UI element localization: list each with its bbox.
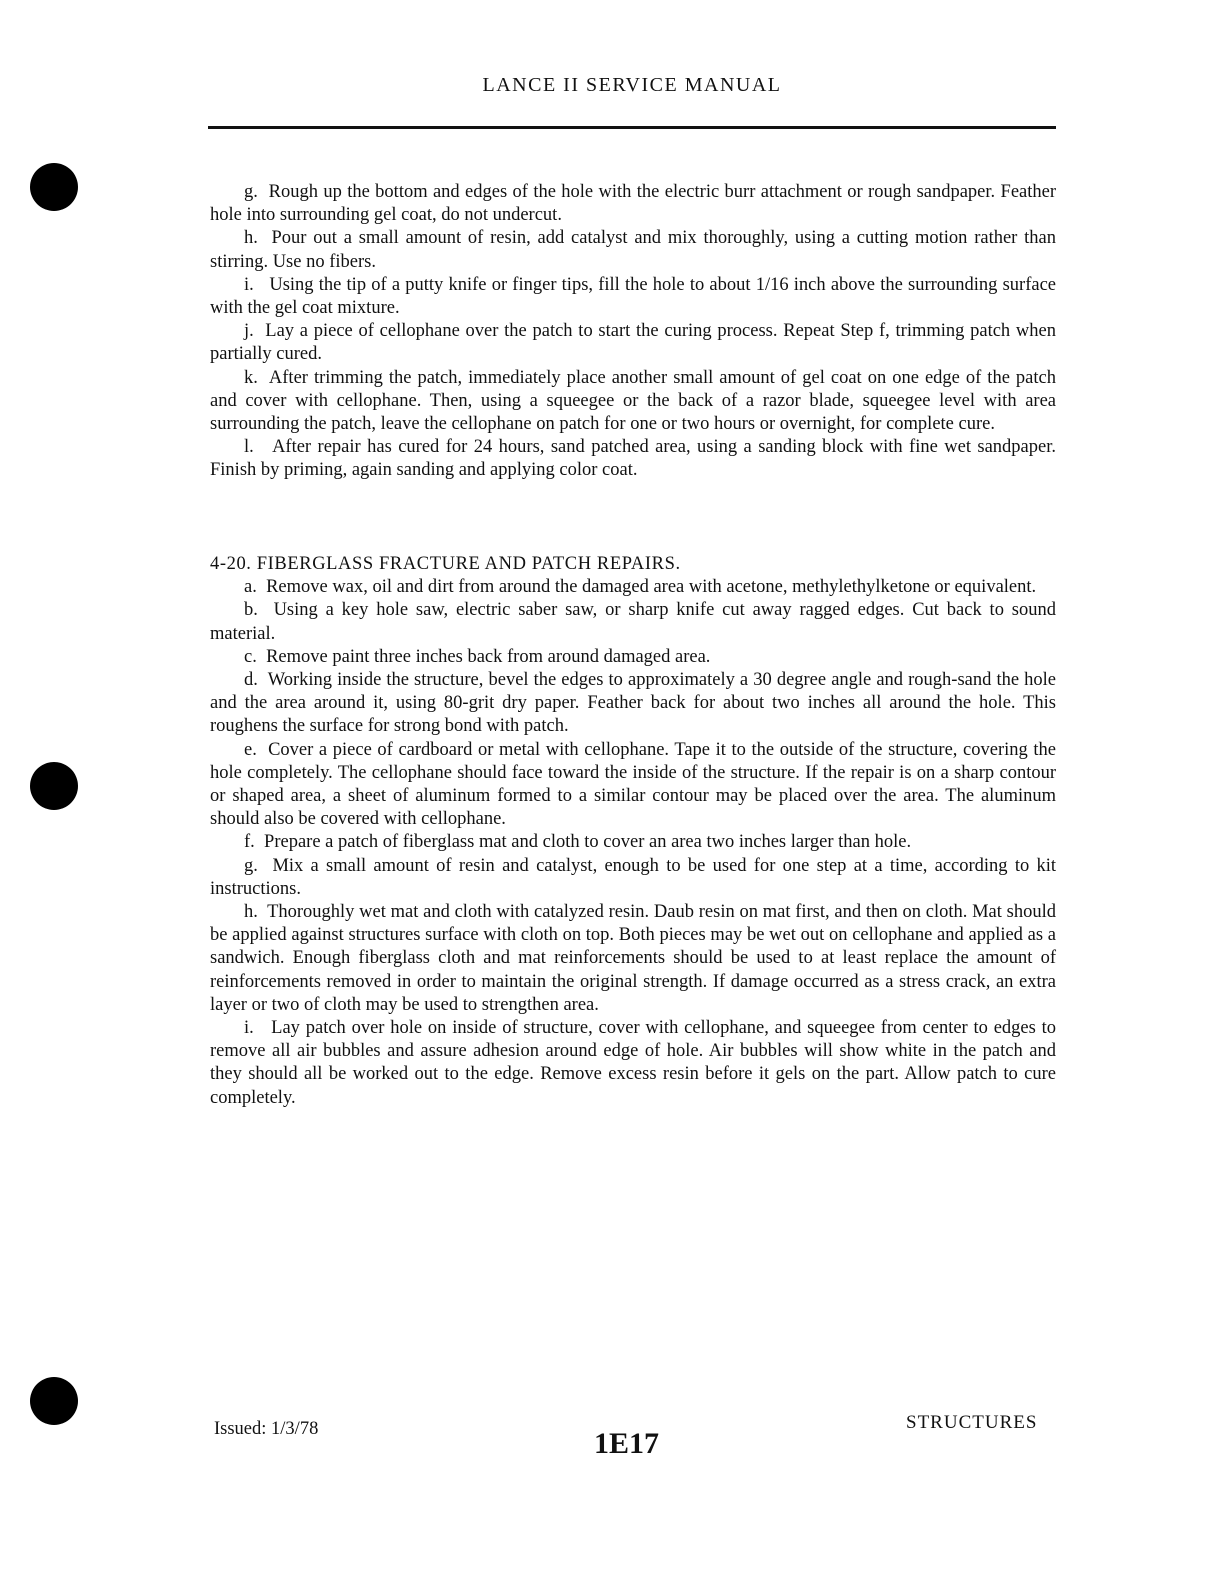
section-step-e: e. Cover a piece of cardboard or metal with cellophane. Tape it to the outside of the structure, covering the hole completely. The cellophane should face toward the inside of the structure. If the repair is on a sharp contour or shaped area, a sheet of aluminum formed to a similar contour may be placed over the area. The aluminum should also be covered with cellophane. <box>210 739 1056 830</box>
punch-hole-top <box>30 163 78 211</box>
step-l: l. After repair has cured for 24 hours, sand patched area, using a sanding block with fine wet sandpaper. Finish by priming, again sanding and applying color coat. <box>210 437 1056 481</box>
section-step-b: b. Using a key hole saw, electric saber saw, or sharp knife cut away ragged edges. Cut back to sound material. <box>210 600 1056 644</box>
page-code: 1E17 <box>594 1427 660 1460</box>
section-step-g: g. Mix a small amount of resin and catalyst, enough to be used for one step at a time, according to kit instructions. <box>210 855 1057 899</box>
section-step-h: h. Thoroughly wet mat and cloth with catalyzed resin. Daub resin on mat first, and then on cloth. Mat should be applied against structures surface with cloth on top. Both pieces may be wet out on cellophane and applied as a sandwich. Enough fiberglass cloth and mat reinforcements should be used to at least replace the amount of reinforcements removed in order to maintain the original strength. If damage occurred as a stress crack, an extra layer or two of cloth may be used to strengthen area. <box>210 902 1056 1015</box>
punch-hole-middle <box>30 762 78 810</box>
header-rule <box>208 126 1056 129</box>
step-k: k. After trimming the patch, immediately place another small amount of gel coat on one edge of the patch and cover with cellophane. Then, using a squeegee or the back of a razor blade, squeegee level with area surrounding the patch, leave the cellophane on patch for one or two hours or overnight, for complete cure. <box>210 367 1056 435</box>
step-g: g. Rough up the bottom and edges of the hole with the electric burr attachment or rough sandpaper. Feather hole into surrounding gel coat, do not undercut. <box>210 182 1057 226</box>
step-h: h. Pour out a small amount of resin, add catalyst and mix thoroughly, using a cutting motion rather than stirring. Use no fibers. <box>210 228 1057 272</box>
page-header: LANCE II SERVICE MANUAL <box>482 74 782 96</box>
step-j: j. Lay a piece of cellophane over the patch to start the curing process. Repeat Step f, trimming patch when partially cured. <box>210 321 1057 365</box>
section-step-i: i. Lay patch over hole on inside of structure, cover with cellophane, and squeegee from center to edges to remove all air bubbles and assure adhesion around edge of hole. Air bubbles will show white in the patch and they should all be worked out to the edge. Remove excess resin before it gels on the part. Allow patch to cure completely. <box>210 1018 1057 1108</box>
section-name: STRUCTURES <box>906 1412 1038 1433</box>
section-step-a: a. Remove wax, oil and dirt from around the damaged area with acetone, methylethylketone or equivalent. <box>244 577 1037 598</box>
step-i: i. Using the tip of a putty knife or finger tips, fill the hole to about 1/16 inch above the surrounding surface with the gel coat mixture. <box>210 274 1057 319</box>
section-heading: 4-20. FIBERGLASS FRACTURE AND PATCH REPAIRS. <box>210 554 681 574</box>
section-step-c: c. Remove paint three inches back from around damaged area. <box>244 646 711 667</box>
section-4-20 <box>210 553 1056 1110</box>
continued-steps <box>210 181 1056 483</box>
section-step-f: f. Prepare a patch of fiberglass mat and cloth to cover an area two inches larger than hole. <box>244 832 912 853</box>
punch-hole-bottom <box>30 1377 78 1425</box>
issued-date: Issued: 1/3/78 <box>214 1419 319 1439</box>
section-step-d: d. Working inside the structure, bevel the edges to approximately a 30 degree angle and rough-sand the hole and the area around it, using 80-grit dry paper. Feather back for about two inches all around the hole. This roughens the surface for strong bond with patch. <box>210 670 1056 737</box>
